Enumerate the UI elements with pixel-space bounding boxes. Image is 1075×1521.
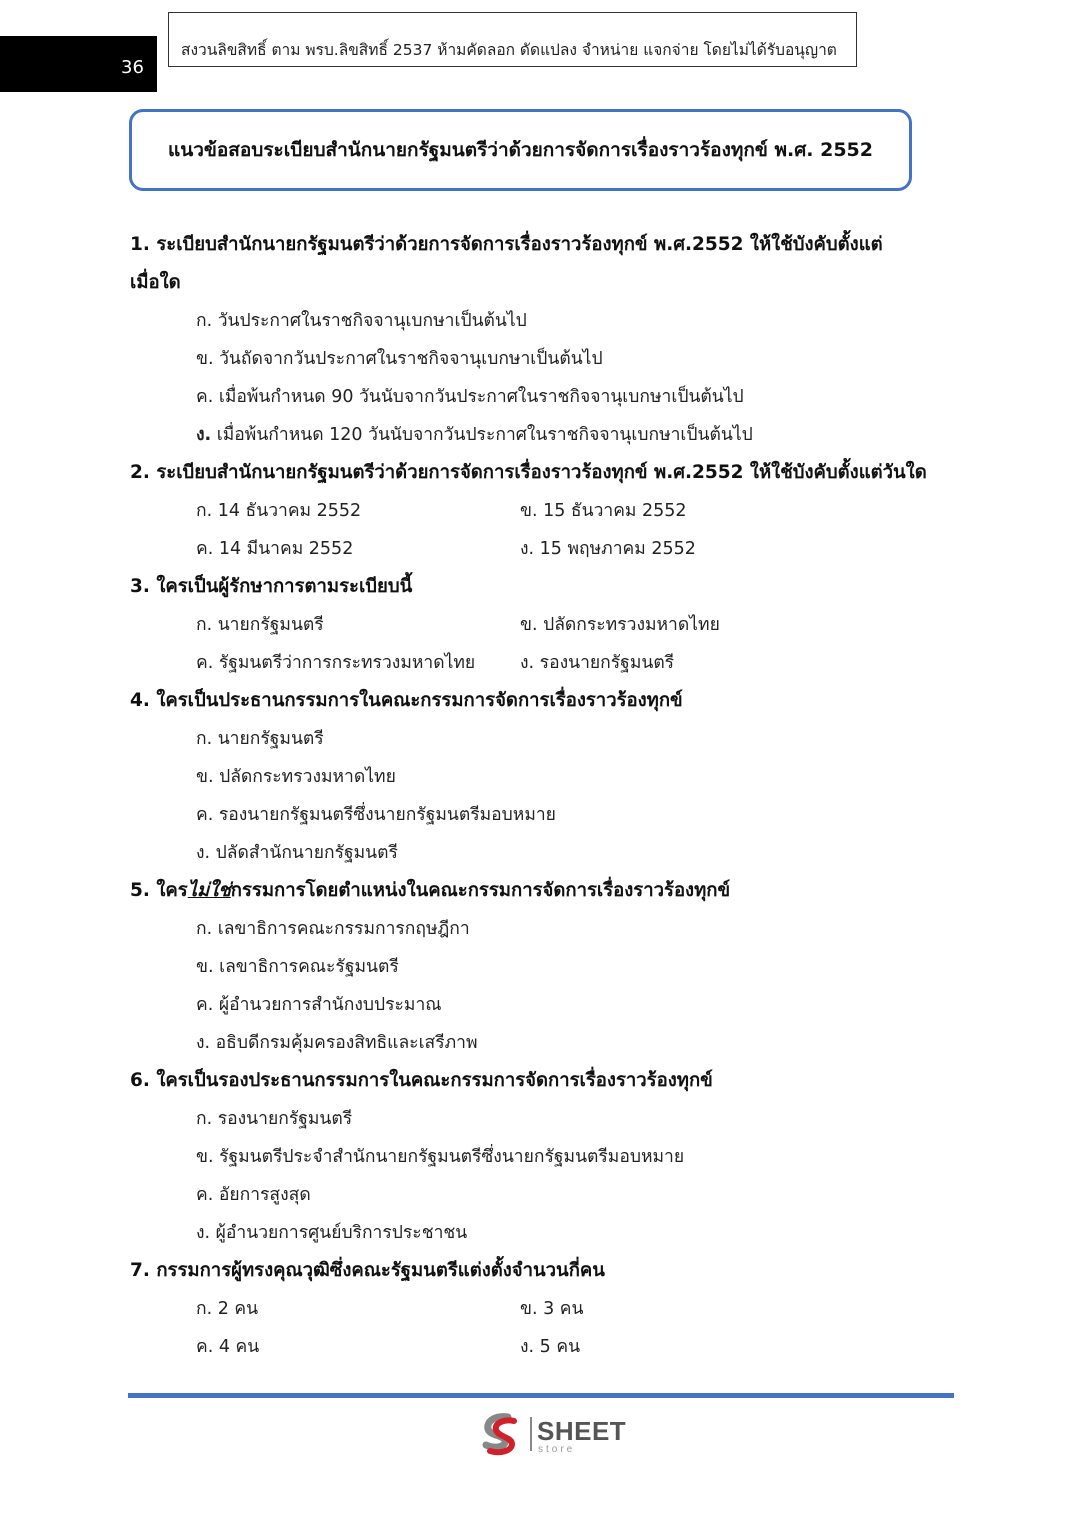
q4-option-c: ค. รองนายกรัฐมนตรีซึ่งนายกรัฐมนตรีมอบหมาย bbox=[196, 805, 556, 825]
q1-option-d-text: เมื่อพ้นกำหนด 120 วันนับจากวันประกาศในราชกิจจานุเบกษาเป็นต้นไป bbox=[216, 425, 753, 445]
q7-options-row-2 bbox=[130, 1328, 960, 1366]
q3-option-c: ค. รัฐมนตรีว่าการกระทรวงมหาดไทย bbox=[196, 653, 476, 673]
q3-option-d: ง. รองนายกรัฐมนตรี bbox=[520, 653, 675, 673]
q1-option-d-label: ง. bbox=[196, 425, 212, 445]
q6-option-d: ง. ผู้อำนวยการศูนย์บริการประชาชน bbox=[196, 1223, 468, 1243]
q3-options-row-1 bbox=[130, 606, 960, 644]
q3-option-b: ข. ปลัดกระทรวงมหาดไทย bbox=[520, 615, 720, 635]
q4-option-d: ง. ปลัดสำนักนายกรัฐมนตรี bbox=[196, 843, 398, 863]
logo-separator bbox=[530, 1417, 532, 1451]
q5-suffix: กรรมการโดยตำแหน่งในคณะกรรมการจัดการเรื่องราวร้องทุกข์ bbox=[230, 880, 731, 901]
q2-option-b: ข. 15 ธันวาคม 2552 bbox=[520, 501, 687, 521]
q7-option-d: ง. 5 คน bbox=[520, 1337, 581, 1357]
question-1: 1. ระเบียบสำนักนายกรัฐมนตรีว่าด้วยการจัดการเรื่องราวร้องทุกข์ พ.ศ.2552 ให้ใช้บังคับตั้งแต่เมื่อใด bbox=[130, 234, 883, 293]
q2-option-c: ค. 14 มีนาคม 2552 bbox=[196, 539, 354, 559]
q1-option-c: ค. เมื่อพ้นกำหนด 90 วันนับจากวันประกาศในราชกิจจานุเบกษาเป็นต้นไป bbox=[196, 387, 744, 407]
q5-prefix: 5. ใคร bbox=[130, 880, 188, 901]
q3-options-row-2 bbox=[130, 644, 960, 682]
question-6: 6. ใครเป็นรองประธานกรรมการในคณะกรรมการจัดการเรื่องราวร้องทุกข์ bbox=[130, 1070, 713, 1091]
q3-option-a: ก. นายกรัฐมนตรี bbox=[196, 615, 324, 635]
q5-option-d: ง. อธิบดีกรมคุ้มครองสิทธิและเสรีภาพ bbox=[196, 1033, 478, 1053]
q5-option-c: ค. ผู้อำนวยการสำนักงบประมาณ bbox=[196, 995, 442, 1015]
question-5 bbox=[130, 872, 960, 910]
logo-wordmark: SHEET bbox=[537, 1416, 627, 1446]
copyright-notice: สงวนลิขสิทธิ์ ตาม พรบ.ลิขสิทธิ์ 2537 ห้ามคัดลอก ดัดแปลง จำหน่าย แจกจ่าย โดยไม่ได้รับอนุญาต bbox=[168, 12, 857, 67]
question-4: 4. ใครเป็นประธานกรรมการในคณะกรรมการจัดการเรื่องราวร้องทุกข์ bbox=[130, 690, 683, 711]
page-title: แนวข้อสอบระเบียบสำนักนายกรัฐมนตรีว่าด้วยการจัดการเรื่องราวร้องทุกข์ พ.ศ. 2552 bbox=[167, 139, 873, 161]
q4-option-a: ก. นายกรัฐมนตรี bbox=[196, 729, 324, 749]
sheet-s-logo-icon bbox=[478, 1413, 524, 1457]
q1-option-a: ก. วันประกาศในราชกิจจานุเบกษาเป็นต้นไป bbox=[196, 311, 527, 331]
sheet-store-logo bbox=[478, 1413, 628, 1458]
question-2: 2. ระเบียบสำนักนายกรัฐมนตรีว่าด้วยการจัดการเรื่องราวร้องทุกข์ พ.ศ.2552 ให้ใช้บังคับตั้งแต่วันใด bbox=[130, 462, 927, 483]
q2-options-row-1 bbox=[130, 492, 960, 530]
question-7: 7. กรรมการผู้ทรงคุณวุฒิซึ่งคณะรัฐมนตรีแต่งตั้งจำนวนกี่คน bbox=[130, 1260, 605, 1281]
q5-option-a: ก. เลขาธิการคณะกรรมการกฤษฎีกา bbox=[196, 919, 470, 939]
q7-options-row-1 bbox=[130, 1290, 960, 1328]
q4-option-b: ข. ปลัดกระทรวงมหาดไทย bbox=[196, 767, 396, 787]
q7-option-a: ก. 2 คน bbox=[196, 1299, 259, 1319]
question-3: 3. ใครเป็นผู้รักษาการตามระเบียบนี้ bbox=[130, 576, 413, 597]
page-number-tab bbox=[0, 36, 157, 92]
footer-divider bbox=[128, 1393, 954, 1398]
q6-option-c: ค. อัยการสูงสุด bbox=[196, 1185, 311, 1205]
q6-option-b: ข. รัฐมนตรีประจำสำนักนายกรัฐมนตรีซึ่งนายกรัฐมนตรีมอบหมาย bbox=[196, 1147, 685, 1167]
page-number: 36 bbox=[121, 57, 144, 78]
q2-option-d: ง. 15 พฤษภาคม 2552 bbox=[520, 539, 696, 559]
q1-option-b: ข. วันถัดจากวันประกาศในราชกิจจานุเบกษาเป็นต้นไป bbox=[196, 349, 603, 369]
logo-subtext: store bbox=[538, 1444, 576, 1455]
q1-option-d bbox=[130, 416, 960, 454]
q7-option-b: ข. 3 คน bbox=[520, 1299, 584, 1319]
q5-emphasis: ไม่ใช่ bbox=[187, 880, 231, 901]
q2-option-a: ก. 14 ธันวาคม 2552 bbox=[196, 501, 362, 521]
question-list bbox=[130, 226, 960, 1366]
q7-option-c: ค. 4 คน bbox=[196, 1337, 260, 1357]
q6-option-a: ก. รองนายกรัฐมนตรี bbox=[196, 1109, 353, 1129]
q2-options-row-2 bbox=[130, 530, 960, 568]
page-title-box bbox=[129, 109, 912, 191]
q5-option-b: ข. เลขาธิการคณะรัฐมนตรี bbox=[196, 957, 399, 977]
